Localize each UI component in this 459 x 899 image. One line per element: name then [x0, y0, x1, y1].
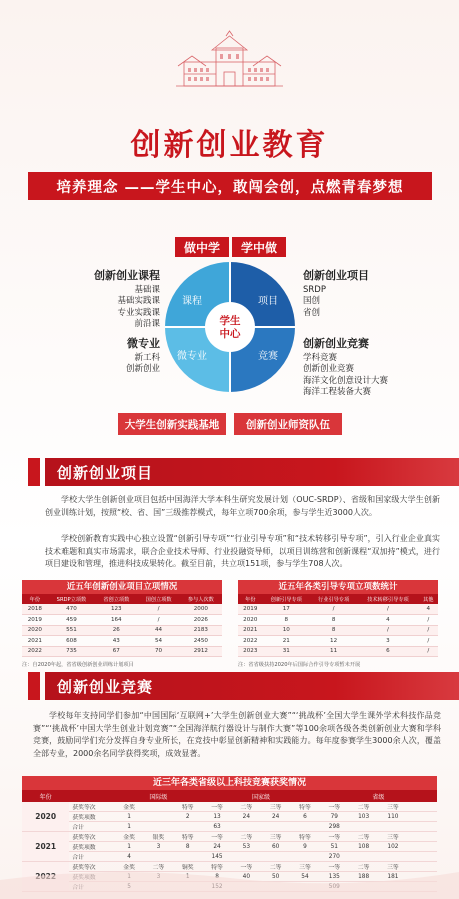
table-cell: 26 [95, 625, 137, 636]
table-cell [144, 812, 173, 822]
table-cell: 43 [95, 636, 137, 647]
table-cell: 2019 [22, 615, 48, 626]
project-block [303, 270, 443, 319]
table-cell: 123 [95, 604, 137, 615]
table-caption: 近五年各类引导专项立项数统计 [238, 580, 438, 594]
table-cell: 298 [320, 822, 349, 832]
table-cell [408, 842, 437, 852]
table-cell [408, 822, 437, 832]
university-building-logo [176, 30, 283, 92]
table-cell: 8 [173, 842, 202, 852]
project-stats-table [22, 580, 222, 668]
table-cell: 24 [202, 842, 231, 852]
table-note: 注：省省级扶持2020年后国际合作引导专项暂未开展 [238, 662, 361, 668]
table-cell: 3 [357, 636, 418, 647]
row-label: 合计 [69, 822, 114, 832]
table-cell: / [357, 625, 418, 636]
section-title-projects: 创新创业项目 [45, 458, 459, 486]
table-cell: / [357, 604, 418, 615]
micro-major-block [52, 338, 160, 376]
year-cell: 2020 [22, 802, 69, 832]
table-row [238, 636, 438, 647]
course-item: 基础实践课 [117, 296, 160, 306]
table-cell: 一等 [320, 802, 349, 812]
page-title: 创新创业教育 [130, 128, 329, 163]
table-cell: 8 [310, 625, 357, 636]
table-cell: 2018 [22, 604, 48, 615]
table-header: 省级 [320, 790, 437, 802]
year-cell: 2021 [22, 832, 69, 862]
table-row [238, 625, 438, 636]
table-header: 其他 [419, 594, 438, 604]
table-cell: 50 [261, 872, 290, 882]
table-row [22, 842, 437, 852]
row-label: 获奖等次 [69, 802, 114, 812]
table-row [22, 812, 437, 822]
section-accent [28, 458, 40, 486]
project-item: 省创 [303, 307, 321, 318]
table-cell: 金奖 [114, 862, 143, 872]
course-item: 基础课 [134, 284, 160, 295]
table-cell: 2000 [180, 604, 222, 615]
table-cell: / [137, 615, 179, 626]
table-cell: 二等 [349, 862, 378, 872]
table-cell: 一等 [232, 862, 261, 872]
competition-item: 海洋工程装备大赛 [303, 387, 372, 397]
table-caption: 近五年创新创业项目立项情况 [22, 580, 222, 594]
bottom-decoration [0, 860, 459, 899]
table-cell: 一等 [320, 862, 349, 872]
table-cell: 铜奖 [173, 862, 202, 872]
table-cell: 2020 [238, 615, 263, 626]
motto-banner: 培养理念 ——学生中心，敢闯会创，点燃青春梦想 [28, 172, 432, 200]
course-item: 前沿课 [134, 319, 160, 329]
table-cell: 2019 [238, 604, 263, 615]
table-cell: 12 [310, 636, 357, 647]
table-cell: 二等 [349, 802, 378, 812]
course-block-title: 创新创业课程 [94, 269, 160, 282]
table-cell: 特等 [290, 802, 319, 812]
competition-item: 创新创业竞赛 [303, 364, 355, 374]
table-note: 注：自2020年起，省省级创新创业训练计划项目 [22, 662, 134, 668]
table-cell: 110 [378, 812, 407, 822]
table-cell: 608 [48, 636, 95, 647]
table-cell: 735 [48, 646, 95, 657]
project-block-title: 创新创业项目 [303, 269, 369, 282]
table-header: 年份 [22, 594, 48, 604]
diagram-label-project: 项目 [258, 296, 278, 307]
table-cell: 特等 [202, 862, 231, 872]
table-cell: 三等 [378, 862, 407, 872]
table-cell: / [419, 646, 438, 657]
table-cell: 三等 [378, 802, 407, 812]
table-cell: 188 [349, 872, 378, 882]
diagram-label-competition: 竞赛 [258, 351, 278, 362]
diagram-center-line2: 中心 [219, 328, 241, 340]
table-cell: 三等 [290, 862, 319, 872]
table-header: 年份 [238, 594, 263, 604]
table-cell: 164 [95, 615, 137, 626]
table-cell: 2183 [180, 625, 222, 636]
table-cell: 特等 [290, 832, 319, 842]
competition-block [303, 338, 443, 399]
diagram-center-line1: 学生 [219, 315, 241, 327]
table-row [22, 822, 437, 832]
table-cell [408, 802, 437, 812]
table-cell: 103 [349, 812, 378, 822]
competition-item: 学科竞赛 [303, 352, 338, 363]
table-cell: 135 [320, 872, 349, 882]
table-row [238, 604, 438, 615]
table-cell [408, 812, 437, 822]
table-cell: 特等 [173, 832, 202, 842]
row-label: 获奖等次 [69, 832, 114, 842]
table-row [22, 615, 222, 626]
table-cell [232, 822, 261, 832]
table-header: 行业引导专项 [310, 594, 357, 604]
table-cell [290, 822, 319, 832]
table-cell: 一等 [202, 802, 231, 812]
row-label: 获奖项数 [69, 812, 114, 822]
table-cell: 4 [357, 615, 418, 626]
tag-do-by-learning: 学中做 [232, 237, 286, 257]
table-row [22, 636, 222, 647]
diagram-label-micro-major: 微专业 [177, 351, 207, 362]
table-cell: 551 [48, 625, 95, 636]
table-cell: 21 [263, 636, 310, 647]
table-cell: / [310, 604, 357, 615]
table-cell: 54 [137, 636, 179, 647]
micro-major-block-title: 微专业 [127, 337, 160, 350]
row-label: 获奖等次 [69, 862, 114, 872]
table-cell: 54 [290, 872, 319, 882]
table-cell: 2026 [180, 615, 222, 626]
table-cell: 二等 [349, 832, 378, 842]
diagram-center [205, 302, 255, 352]
table-cell: 2021 [22, 636, 48, 647]
row-label: 获奖项数 [69, 842, 114, 852]
table-cell: 67 [95, 646, 137, 657]
table-cell: 145 [202, 852, 231, 862]
course-block [52, 270, 160, 331]
table-cell: 4 [419, 604, 438, 615]
competition-block-title: 创新创业竞赛 [303, 337, 369, 350]
table-cell: 银奖 [144, 832, 173, 842]
table-cell: 108 [349, 842, 378, 852]
table-header: 年份 [22, 790, 69, 802]
tag-learn-by-doing: 做中学 [175, 237, 229, 257]
table-header: 创新引导专项 [263, 594, 310, 604]
section-accent [28, 672, 40, 700]
table-cell: 102 [378, 842, 407, 852]
table-cell: 二等 [261, 862, 290, 872]
table-cell: 一等 [202, 832, 231, 842]
special-project-table [238, 580, 438, 668]
table-header: 参与人次数 [180, 594, 222, 604]
table-cell: 13 [202, 812, 231, 822]
faculty-team-banner: 创新创业师资队伍 [234, 413, 342, 435]
table-cell: 270 [320, 852, 349, 862]
table-cell: / [419, 615, 438, 626]
competition-item: 海洋文化创意设计大赛 [303, 375, 389, 386]
table-cell: 24 [261, 812, 290, 822]
table-header: 国家级 [202, 790, 319, 802]
table-cell: 10 [263, 625, 310, 636]
micro-major-item: 创新创业 [125, 364, 160, 374]
table-cell: / [419, 636, 438, 647]
table-cell: 24 [232, 812, 261, 822]
section-title-competitions: 创新创业竞赛 [45, 672, 459, 700]
table-cell: 51 [320, 842, 349, 852]
table-cell: / [419, 625, 438, 636]
table-cell [408, 832, 437, 842]
table-header: SRDP立项数 [48, 594, 95, 604]
table-cell: 6 [357, 646, 418, 657]
table-cell: 2022 [238, 636, 263, 647]
projects-paragraph-2: 学校创新教育实践中心独立设置“创新引导专项”“行业引导专项”和“技术转移引导专项”，引入行业企业真实技术难题和真实市场需求，联合企业技术导师、行业投融资导师，以项目训练营和创新课程“双加持”模式，进行项目建设和管理，推进科技成果转化。截至目前，共立项151项，参与学生708人次。 [45, 534, 440, 568]
table-cell: 181 [378, 872, 407, 882]
projects-paragraph-1: 学校大学生创新创业项目包括中国海洋大学本科生研究发展计划（OUC-SRDP）、省级和国家级大学生创新创业训练计划，按照“校、省、国”三级推荐模式，每年立项700余项，参与学生近3000人次。 [45, 495, 440, 517]
course-item: 专业实践课 [117, 307, 160, 318]
diagram-label-course: 课程 [182, 296, 202, 307]
table-cell: / [137, 604, 179, 615]
table-cell: 二等 [232, 832, 261, 842]
table-cell: 2021 [238, 625, 263, 636]
table-header: 国际级 [114, 790, 202, 802]
table-cell [144, 822, 173, 832]
practice-base-banner: 大学生创新实践基地 [118, 413, 226, 435]
table-row [22, 832, 437, 842]
table-row [238, 615, 438, 626]
table-cell: 60 [261, 842, 290, 852]
table-header: 省创立项数 [95, 594, 137, 604]
table-cell: 金奖 [114, 832, 143, 842]
table-cell: 44 [137, 625, 179, 636]
table-cell: 6 [290, 812, 319, 822]
table-cell: 70 [137, 646, 179, 657]
table-cell: 8 [202, 872, 231, 882]
table-cell: 11 [310, 646, 357, 657]
table-cell [261, 822, 290, 832]
table-cell: 三等 [378, 832, 407, 842]
table-row [22, 802, 437, 812]
table-caption: 近三年各类省级以上科技竞赛获奖情况 [22, 776, 437, 790]
table-cell: 一等 [320, 832, 349, 842]
table-row [22, 646, 222, 657]
table-header: 国创立项数 [137, 594, 179, 604]
table-cell [173, 822, 202, 832]
table-cell: 2023 [238, 646, 263, 657]
table-cell: 三等 [261, 802, 290, 812]
table-cell: 1 [114, 842, 143, 852]
table-cell: 1 [114, 822, 143, 832]
table-cell: 特等 [173, 802, 202, 812]
project-item: 国创 [303, 296, 321, 306]
table-cell: 2450 [180, 636, 222, 647]
table-cell: 63 [202, 822, 231, 832]
table-cell: 17 [263, 604, 310, 615]
table-header [69, 790, 114, 802]
table-cell: 二等 [144, 862, 173, 872]
table-cell: 二等 [232, 802, 261, 812]
table-cell [378, 822, 407, 832]
table-cell: 2 [173, 812, 202, 822]
table-cell: 2022 [22, 646, 48, 657]
table-cell: 4 [114, 852, 143, 862]
table-cell: 470 [48, 604, 95, 615]
table-cell [349, 822, 378, 832]
competitions-paragraph: 学校每年支持同学们参加“中国国际‘互联网+’大学生创新创业大赛”“‘挑战杯’全国大学生课外学术科技作品竞赛”“‘挑战杯’中国大学生创业计划竞赛”“全国海洋航行器设计与制作大赛”等100余项各级各类创新创业大赛和学科竞赛，鼓励同学们充分发挥自身专业所长，在竞技中彰显创新精神和实践能力。每年度参赛学生3000余人次，覆盖全部专业，2000余名同学获得奖项，成效显著。 [33, 711, 441, 758]
table-cell: 金奖 [114, 802, 143, 812]
project-item: SRDP [303, 284, 326, 295]
table-cell: 3 [144, 842, 173, 852]
table-row [22, 625, 222, 636]
table-cell: 8 [263, 615, 310, 626]
table-cell: 8 [310, 615, 357, 626]
table-cell: 三等 [261, 832, 290, 842]
table-header: 技术转移引导专项 [357, 594, 418, 604]
table-row [22, 604, 222, 615]
table-cell: 2912 [180, 646, 222, 657]
row-label: 合计 [69, 852, 114, 862]
table-cell [144, 802, 173, 812]
table-cell: 79 [320, 812, 349, 822]
table-cell: 53 [232, 842, 261, 852]
table-cell: 459 [48, 615, 95, 626]
micro-major-item: 新工科 [134, 352, 160, 363]
education-cycle-diagram [165, 262, 295, 392]
table-cell: 31 [263, 646, 310, 657]
table-row [238, 646, 438, 657]
table-cell: 1 [114, 812, 143, 822]
table-cell: 2020 [22, 625, 48, 636]
table-cell: 9 [290, 842, 319, 852]
table-cell: 40 [232, 872, 261, 882]
